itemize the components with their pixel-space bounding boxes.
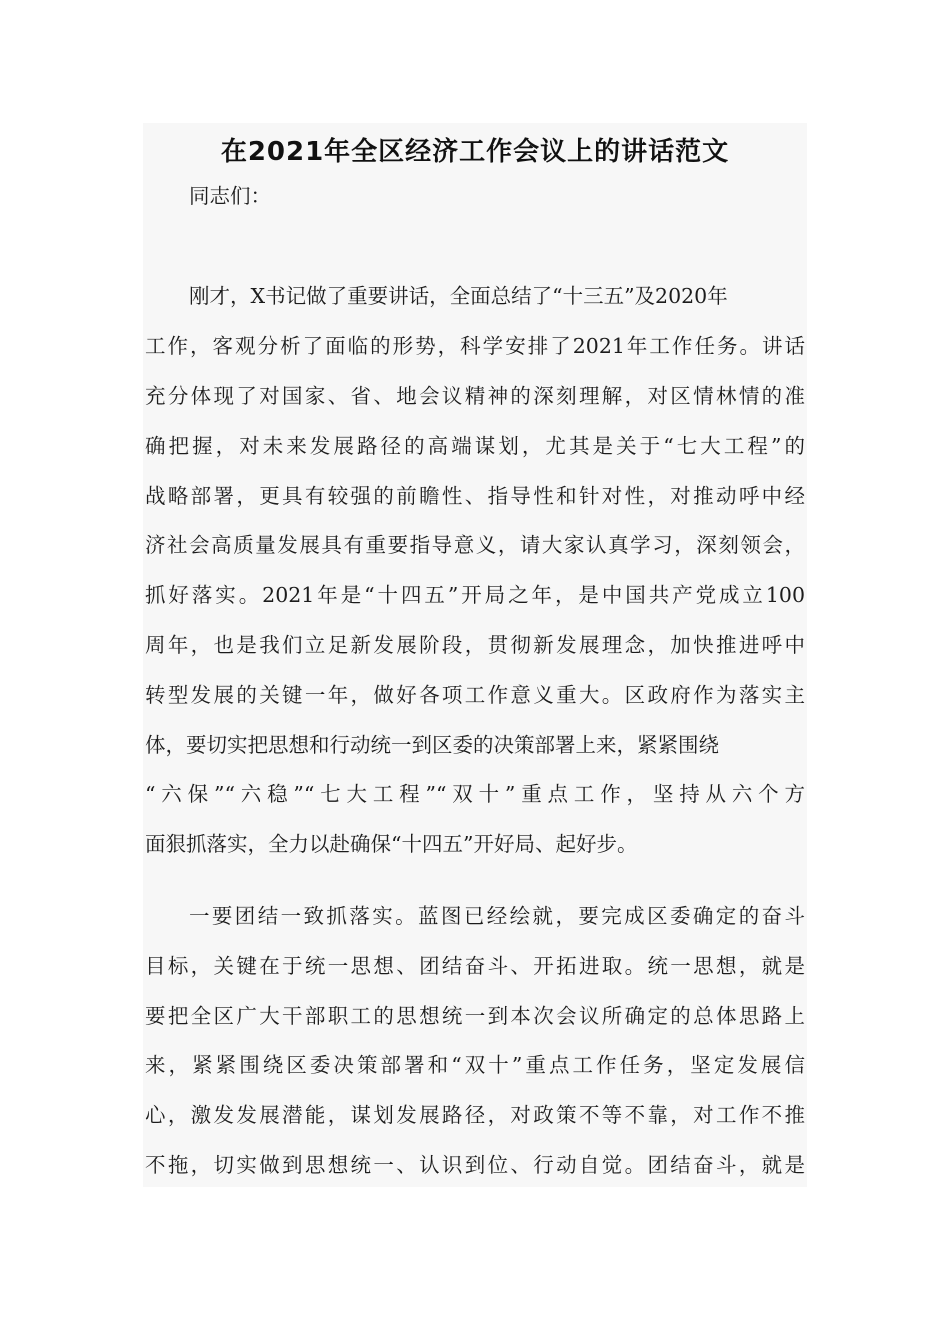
paragraph-line: 来，紧紧围绕区委决策部署和“双十”重点工作任务，坚定发展信 — [145, 1053, 805, 1077]
paragraph-line: 心，激发发展潜能，谋划发展路径，对政策不等不靠，对工作不推 — [145, 1103, 805, 1127]
paragraph-line: 周年，也是我们立足新发展阶段，贯彻新发展理念，加快推进呼中 — [145, 633, 805, 657]
paragraph-line: 目标，关键在于统一思想、团结奋斗、开拓进取。统一思想，就是 — [145, 954, 805, 978]
paragraph-line: 要把全区广大干部职工的思想统一到本次会议所确定的总体思路上 — [145, 1004, 805, 1028]
paragraph-line: 一要团结一致抓落实。蓝图已经绘就，要完成区委确定的奋斗 — [189, 904, 805, 928]
paragraph-line: 确把握，对未来发展路径的高端谋划，尤其是关于“七大工程”的 — [145, 434, 805, 458]
paragraph-line: 抓好落实。2021年是“十四五”开局之年，是中国共产党成立100 — [145, 583, 805, 607]
paragraph-line: 转型发展的关键一年，做好各项工作意义重大。区政府作为落实主 — [145, 683, 805, 707]
paragraph-line: “六保”“六稳”“七大工程”“双十”重点工作，坚持从六个方 — [145, 782, 805, 806]
paragraph-line: 不拖，切实做到思想统一、认识到位、行动自觉。团结奋斗，就是 — [145, 1153, 805, 1177]
paragraph-line: 面狠抓落实，全力以赴确保“十四五”开好局、起好步。 — [145, 832, 638, 856]
paragraph-line: 充分体现了对国家、省、地会议精神的深刻理解，对区情林情的准 — [145, 384, 805, 408]
salutation: 同志们： — [189, 184, 271, 208]
paragraph-line: 战略部署，更具有较强的前瞻性、指导性和针对性，对推动呼中经 — [145, 484, 805, 508]
paragraph-line: 工作，客观分析了面临的形势，科学安排了2021年工作任务。讲话 — [145, 334, 805, 358]
paragraph-line: 体，要切实把思想和行动统一到区委的决策部署上来，紧紧围绕 — [145, 733, 719, 757]
paragraph-line: 刚才，X书记做了重要讲话，全面总结了“十三五”及2020年 — [189, 284, 728, 308]
document-title: 在2021年全区经济工作会议上的讲话范文 — [220, 137, 730, 167]
paragraph-line: 济社会高质量发展具有重要指导意义，请大家认真学习，深刻领会， — [145, 533, 805, 557]
